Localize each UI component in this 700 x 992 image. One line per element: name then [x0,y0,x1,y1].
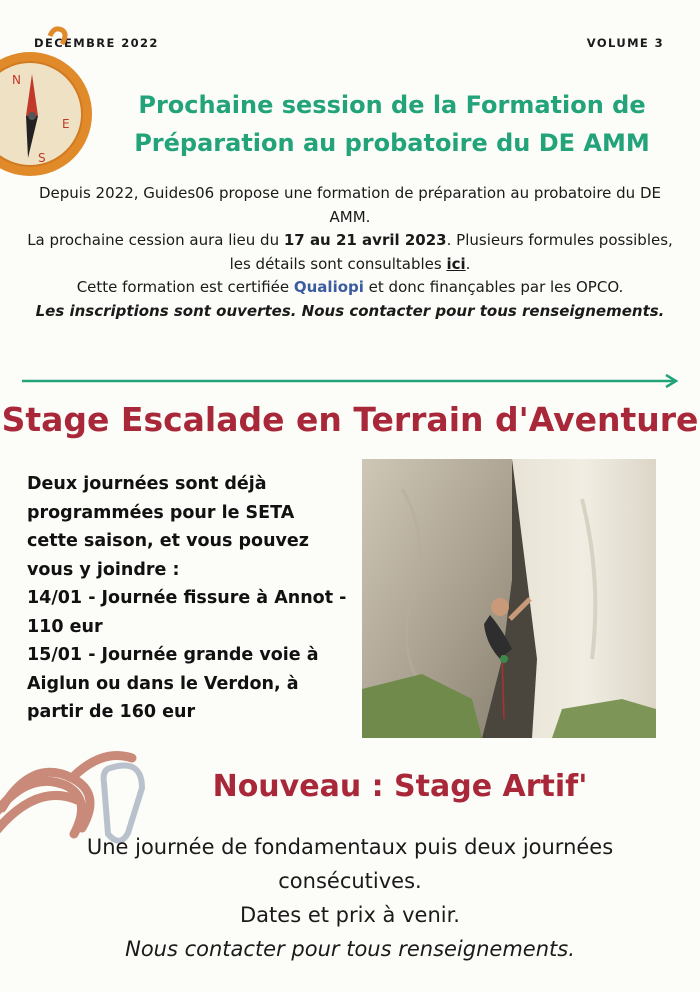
compass-letter-s: S [38,151,46,165]
session-title-line2: Préparation au probatoire du DE AMM [134,129,650,157]
session-paragraph-2 [18,229,682,276]
seta-intro: Deux journées sont déjà programmées pour le SETA cette saison, et vous pouvez vous y joindre : [27,474,309,580]
compass-letter-n: N [12,73,21,87]
session-p2-after: . Plusieurs formules possibles, les détails sont consultables [229,231,673,273]
qualiopi-label: Qualiopi [293,278,364,296]
artif-title: Nouveau : Stage Artif' [212,769,588,804]
seta-day2: 15/01 - Journée grande voie à Aiglun ou dans le Verdon, à partir de 160 eur [27,645,319,722]
session-p3-after: et donc finançables par les OPCO. [363,278,624,296]
compass-letter-e: E [62,117,70,131]
seta-day1: 14/01 - Journée fissure à Annot - 110 eur [27,588,347,637]
session-p2-before: La prochaine cession aura lieu du [27,231,284,249]
session-description [18,182,682,323]
issue-volume: VOLUME 3 [586,36,664,50]
seta-description [27,470,347,727]
issue-date: DECEMBRE 2022 [34,36,159,50]
divider-arrow-icon [22,373,682,389]
artif-cta: Nous contacter pour tous renseignements. [125,937,575,961]
session-dates: 17 au 21 avril 2023 [283,231,447,249]
artif-line2: Dates et prix à venir. [240,903,460,927]
artif-line1: Une journée de fondamentaux puis deux journées consécutives. [86,835,614,893]
climbing-photo [362,459,656,738]
session-cta: Les inscriptions sont ouvertes. Nous contacter pour tous renseignements. [35,301,665,320]
session-p2-end: . [465,254,471,273]
session-title-line1: Prochaine session de la Formation de [138,91,646,119]
seta-title: Stage Escalade en Terrain d'Aventure [1,400,699,439]
compass-icon [0,22,92,182]
session-paragraph-1: Depuis 2022, Guides06 propose une formation de préparation au probatoire du DE AMM. [39,184,661,226]
session-paragraph-3 [18,276,682,300]
session-title [92,86,692,162]
artif-description [30,830,670,966]
session-p3-before: Cette formation est certifiée [76,278,294,296]
details-link[interactable]: ici [446,254,466,273]
